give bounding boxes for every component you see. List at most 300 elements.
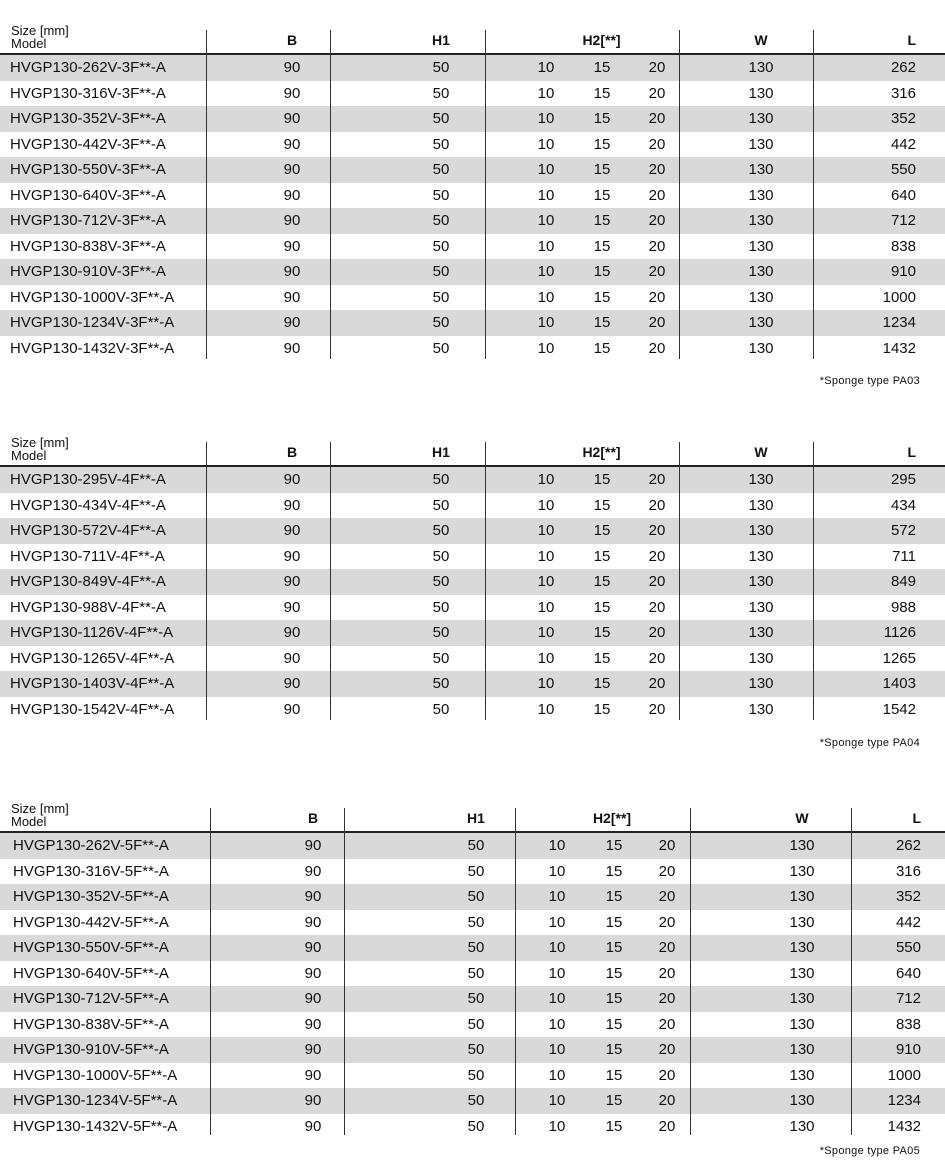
l-cell: 295 (890, 471, 916, 488)
b-cell: 90 (283, 339, 301, 357)
model-cell: HVGP130-712V-5F**-A (13, 990, 169, 1007)
model-cell: HVGP130-442V-5F**-A (13, 913, 169, 931)
l-cell: 712 (895, 990, 921, 1007)
l-cell: 838 (895, 1015, 921, 1033)
h2-a-cell: 10 (548, 837, 566, 854)
h2-b-cell: 15 (593, 624, 611, 641)
column-header-b: B (286, 32, 298, 48)
w-cell: 130 (748, 522, 774, 539)
column-header-b: B (307, 810, 319, 826)
column-header-w: W (754, 32, 768, 48)
h2-a-cell: 10 (537, 110, 555, 127)
spec-table (0, 800, 945, 1157)
h2-c-cell: 20 (658, 1092, 676, 1109)
h1-cell: 50 (467, 1015, 485, 1033)
h2-c-cell: 20 (658, 837, 676, 854)
l-cell: 640 (890, 186, 916, 204)
model-cell: HVGP130-988V-4F**-A (10, 598, 166, 616)
h2-b-cell: 15 (605, 1117, 623, 1135)
h1-cell: 50 (467, 990, 485, 1007)
h2-b-cell: 15 (593, 339, 611, 357)
model-cell: HVGP130-910V-5F**-A (13, 1041, 169, 1058)
h2-b-cell: 15 (593, 573, 611, 590)
w-cell: 130 (748, 598, 774, 616)
table-row (0, 910, 945, 936)
b-cell: 90 (304, 1092, 322, 1109)
table-row (0, 310, 945, 336)
b-cell: 90 (283, 84, 301, 102)
w-cell: 130 (789, 888, 815, 905)
model-cell: HVGP130-262V-3F**-A (10, 59, 166, 76)
model-cell: HVGP130-352V-3F**-A (10, 110, 166, 127)
table-row (0, 1114, 945, 1140)
l-cell: 988 (890, 598, 916, 616)
column-header-l: L (907, 32, 916, 48)
table-row (0, 646, 945, 672)
h2-a-cell: 10 (548, 1092, 566, 1109)
w-cell: 130 (789, 990, 815, 1007)
table-header (0, 22, 945, 53)
column-separator (851, 808, 852, 1135)
h2-a-cell: 10 (537, 339, 555, 357)
table-row (0, 833, 945, 859)
b-cell: 90 (283, 649, 301, 667)
model-cell: HVGP130-352V-5F**-A (13, 888, 169, 905)
l-cell: 640 (895, 964, 921, 982)
w-cell: 130 (789, 1117, 815, 1135)
h2-c-cell: 20 (658, 913, 676, 931)
column-separator (210, 808, 211, 1135)
model-cell: HVGP130-640V-3F**-A (10, 186, 166, 204)
h1-cell: 50 (467, 1041, 485, 1058)
model-cell: HVGP130-1432V-5F**-A (13, 1117, 178, 1135)
h2-a-cell: 10 (537, 263, 555, 280)
table-row (0, 859, 945, 885)
w-cell: 130 (748, 700, 774, 718)
h1-cell: 50 (432, 522, 450, 539)
h1-cell: 50 (467, 913, 485, 931)
h2-a-cell: 10 (537, 471, 555, 488)
table-row (0, 935, 945, 961)
column-header-h2: H2[**] (582, 444, 621, 460)
h2-c-cell: 20 (658, 964, 676, 982)
h1-cell: 50 (467, 837, 485, 854)
model-cell: HVGP130-1403V-4F**-A (10, 675, 175, 692)
h2-a-cell: 10 (537, 522, 555, 539)
l-cell: 316 (890, 84, 916, 102)
table-row (0, 620, 945, 646)
b-cell: 90 (283, 598, 301, 616)
model-cell: HVGP130-640V-5F**-A (13, 964, 169, 982)
h2-a-cell: 10 (537, 186, 555, 204)
h2-b-cell: 15 (593, 59, 611, 76)
h1-cell: 50 (467, 1117, 485, 1135)
l-cell: 550 (895, 939, 921, 956)
h2-b-cell: 15 (593, 237, 611, 255)
h2-b-cell: 15 (593, 675, 611, 692)
h2-b-cell: 15 (605, 1066, 623, 1084)
h1-cell: 50 (432, 59, 450, 76)
h2-a-cell: 10 (548, 939, 566, 956)
h2-c-cell: 20 (648, 135, 666, 153)
column-header-l: L (912, 810, 921, 826)
column-separator (485, 442, 486, 720)
column-separator (330, 442, 331, 720)
h2-c-cell: 20 (648, 186, 666, 204)
model-cell: HVGP130-838V-3F**-A (10, 237, 166, 255)
h2-c-cell: 20 (648, 649, 666, 667)
w-cell: 130 (748, 59, 774, 76)
h1-cell: 50 (432, 288, 450, 306)
w-cell: 130 (748, 186, 774, 204)
sponge-type-note: *Sponge type PA04 (819, 737, 920, 749)
w-cell: 130 (789, 837, 815, 854)
h1-cell: 50 (432, 675, 450, 692)
l-cell: 1126 (883, 624, 916, 641)
w-cell: 130 (748, 161, 774, 178)
h1-cell: 50 (432, 237, 450, 255)
table-row (0, 1037, 945, 1063)
h2-a-cell: 10 (537, 675, 555, 692)
column-separator (679, 30, 680, 359)
b-cell: 90 (304, 862, 322, 880)
l-cell: 262 (890, 59, 916, 76)
h2-c-cell: 20 (648, 84, 666, 102)
h2-a-cell: 10 (537, 212, 555, 229)
h2-b-cell: 15 (593, 110, 611, 127)
b-cell: 90 (283, 59, 301, 76)
b-cell: 90 (283, 237, 301, 255)
table-row (0, 285, 945, 311)
w-cell: 130 (748, 649, 774, 667)
table-row (0, 259, 945, 285)
h2-b-cell: 15 (593, 649, 611, 667)
model-cell: HVGP130-849V-4F**-A (10, 573, 166, 590)
model-cell: HVGP130-295V-4F**-A (10, 471, 166, 488)
table-row (0, 986, 945, 1012)
l-cell: 910 (890, 263, 916, 280)
w-cell: 130 (789, 939, 815, 956)
w-cell: 130 (748, 263, 774, 280)
size-unit-label: Size [mm] (11, 23, 69, 38)
w-cell: 130 (748, 471, 774, 488)
column-header-h2: H2[**] (592, 810, 632, 826)
column-separator (206, 30, 207, 359)
model-cell: HVGP130-316V-5F**-A (13, 862, 169, 880)
table-row (0, 697, 945, 723)
model-cell: HVGP130-1432V-3F**-A (10, 339, 175, 357)
column-separator (485, 30, 486, 359)
table-row (0, 106, 945, 132)
column-separator (813, 442, 814, 720)
b-cell: 90 (283, 288, 301, 306)
b-cell: 90 (283, 161, 301, 178)
w-cell: 130 (748, 135, 774, 153)
l-cell: 1000 (887, 1066, 921, 1084)
w-cell: 130 (748, 496, 774, 514)
h1-cell: 50 (432, 84, 450, 102)
b-cell: 90 (304, 1015, 322, 1033)
column-separator (206, 442, 207, 720)
column-separator (813, 30, 814, 359)
w-cell: 130 (789, 1066, 815, 1084)
model-cell: HVGP130-1000V-3F**-A (10, 288, 175, 306)
l-cell: 849 (890, 573, 916, 590)
b-cell: 90 (283, 110, 301, 127)
w-cell: 130 (748, 84, 774, 102)
b-cell: 90 (283, 700, 301, 718)
h2-b-cell: 15 (593, 84, 611, 102)
model-cell: HVGP130-711V-4F**-A (10, 547, 165, 565)
model-cell: HVGP130-550V-3F**-A (10, 161, 166, 178)
h2-a-cell: 10 (537, 598, 555, 616)
h2-c-cell: 20 (648, 237, 666, 255)
table-row (0, 671, 945, 697)
h2-a-cell: 10 (537, 700, 555, 718)
b-cell: 90 (304, 1066, 322, 1084)
l-cell: 352 (895, 888, 921, 905)
h2-c-cell: 20 (648, 339, 666, 357)
w-cell: 130 (748, 547, 774, 565)
model-cell: HVGP130-712V-3F**-A (10, 212, 166, 229)
l-cell: 572 (890, 522, 916, 539)
table-row (0, 518, 945, 544)
sponge-type-note: *Sponge type PA05 (819, 1145, 920, 1157)
column-separator (330, 30, 331, 359)
h2-b-cell: 15 (605, 939, 623, 956)
b-cell: 90 (283, 135, 301, 153)
h2-c-cell: 20 (648, 288, 666, 306)
h2-c-cell: 20 (648, 471, 666, 488)
h2-c-cell: 20 (648, 496, 666, 514)
table-row (0, 569, 945, 595)
w-cell: 130 (789, 862, 815, 880)
table-row (0, 208, 945, 234)
h1-cell: 50 (467, 1092, 485, 1109)
h2-c-cell: 20 (658, 862, 676, 880)
h2-a-cell: 10 (537, 573, 555, 590)
h2-c-cell: 20 (648, 314, 666, 331)
h1-cell: 50 (432, 547, 450, 565)
model-column-header: Model (11, 448, 47, 463)
l-cell: 1234 (887, 1092, 921, 1109)
model-cell: HVGP130-1542V-4F**-A (10, 700, 175, 718)
b-cell: 90 (304, 1117, 322, 1135)
w-cell: 130 (748, 110, 774, 127)
w-cell: 130 (748, 573, 774, 590)
column-separator (515, 808, 516, 1135)
h2-b-cell: 15 (593, 547, 611, 565)
model-cell: HVGP130-838V-5F**-A (13, 1015, 169, 1033)
h2-a-cell: 10 (548, 990, 566, 1007)
model-cell: HVGP130-572V-4F**-A (10, 522, 166, 539)
b-cell: 90 (304, 1041, 322, 1058)
l-cell: 550 (890, 161, 916, 178)
h2-b-cell: 15 (593, 161, 611, 178)
b-cell: 90 (283, 212, 301, 229)
table-row (0, 1063, 945, 1089)
h2-c-cell: 20 (648, 624, 666, 641)
h2-b-cell: 15 (605, 837, 623, 854)
table-row (0, 234, 945, 260)
model-cell: HVGP130-1000V-5F**-A (13, 1066, 178, 1084)
b-cell: 90 (283, 314, 301, 331)
b-cell: 90 (283, 186, 301, 204)
column-separator (690, 808, 691, 1135)
h1-cell: 50 (432, 314, 450, 331)
table-row (0, 157, 945, 183)
h2-b-cell: 15 (593, 522, 611, 539)
h2-a-cell: 10 (537, 84, 555, 102)
h2-a-cell: 10 (537, 59, 555, 76)
model-cell: HVGP130-316V-3F**-A (10, 84, 166, 102)
h1-cell: 50 (432, 263, 450, 280)
model-cell: HVGP130-434V-4F**-A (10, 496, 166, 514)
b-cell: 90 (283, 675, 301, 692)
h2-a-cell: 10 (548, 1117, 566, 1135)
b-cell: 90 (304, 837, 322, 854)
column-header-h1: H1 (432, 32, 450, 48)
l-cell: 712 (890, 212, 916, 229)
table-row (0, 336, 945, 362)
table-row (0, 467, 945, 493)
model-cell: HVGP130-1234V-5F**-A (13, 1092, 178, 1109)
b-cell: 90 (304, 990, 322, 1007)
l-cell: 262 (895, 837, 921, 854)
h1-cell: 50 (432, 212, 450, 229)
model-column-header: Model (11, 36, 47, 51)
h2-b-cell: 15 (605, 1015, 623, 1033)
l-cell: 1432 (882, 339, 916, 357)
h2-c-cell: 20 (658, 1066, 676, 1084)
column-header-w: W (795, 810, 809, 826)
w-cell: 130 (789, 1041, 815, 1058)
h2-a-cell: 10 (548, 888, 566, 905)
b-cell: 90 (304, 939, 322, 956)
w-cell: 130 (789, 964, 815, 982)
h2-b-cell: 15 (593, 288, 611, 306)
h2-b-cell: 15 (593, 212, 611, 229)
table-row (0, 55, 945, 81)
h2-b-cell: 15 (605, 1041, 623, 1058)
h2-a-cell: 10 (548, 964, 566, 982)
size-unit-label: Size [mm] (11, 435, 69, 450)
column-separator (344, 808, 345, 1135)
l-cell: 711 (892, 547, 916, 565)
b-cell: 90 (283, 263, 301, 280)
b-cell: 90 (283, 496, 301, 514)
h2-b-cell: 15 (605, 1092, 623, 1109)
h1-cell: 50 (432, 135, 450, 153)
model-cell: HVGP130-442V-3F**-A (10, 135, 166, 153)
h2-a-cell: 10 (537, 288, 555, 306)
h2-c-cell: 20 (648, 212, 666, 229)
h1-cell: 50 (432, 624, 450, 641)
spec-table (0, 434, 945, 749)
h2-b-cell: 15 (593, 496, 611, 514)
h2-c-cell: 20 (658, 888, 676, 905)
h2-c-cell: 20 (658, 1117, 676, 1135)
h2-c-cell: 20 (648, 110, 666, 127)
h2-a-cell: 10 (537, 649, 555, 667)
table-header (0, 434, 945, 465)
column-header-w: W (754, 444, 768, 460)
h2-c-cell: 20 (658, 1041, 676, 1058)
h1-cell: 50 (467, 862, 485, 880)
h1-cell: 50 (432, 598, 450, 616)
l-cell: 1000 (882, 288, 916, 306)
table-row (0, 544, 945, 570)
h2-a-cell: 10 (548, 913, 566, 931)
w-cell: 130 (748, 624, 774, 641)
l-cell: 434 (890, 496, 916, 514)
h2-c-cell: 20 (658, 1015, 676, 1033)
h2-b-cell: 15 (593, 314, 611, 331)
h2-b-cell: 15 (593, 700, 611, 718)
h2-a-cell: 10 (537, 624, 555, 641)
w-cell: 130 (748, 237, 774, 255)
model-cell: HVGP130-1126V-4F**-A (10, 624, 174, 641)
model-cell: HVGP130-1234V-3F**-A (10, 314, 175, 331)
b-cell: 90 (304, 913, 322, 931)
table-row (0, 183, 945, 209)
h2-b-cell: 15 (593, 263, 611, 280)
h1-cell: 50 (432, 649, 450, 667)
w-cell: 130 (748, 314, 774, 331)
h2-b-cell: 15 (605, 964, 623, 982)
l-cell: 1403 (882, 675, 916, 692)
model-cell: HVGP130-550V-5F**-A (13, 939, 169, 956)
h2-c-cell: 20 (648, 675, 666, 692)
h1-cell: 50 (432, 186, 450, 204)
table-row (0, 595, 945, 621)
l-cell: 442 (890, 135, 916, 153)
column-separator (679, 442, 680, 720)
h2-b-cell: 15 (605, 913, 623, 931)
h2-c-cell: 20 (648, 59, 666, 76)
h1-cell: 50 (467, 939, 485, 956)
table-row (0, 132, 945, 158)
column-header-b: B (286, 444, 298, 460)
h2-b-cell: 15 (593, 598, 611, 616)
h1-cell: 50 (432, 471, 450, 488)
b-cell: 90 (283, 471, 301, 488)
column-header-h1: H1 (467, 810, 485, 826)
table-row (0, 493, 945, 519)
h2-c-cell: 20 (648, 547, 666, 565)
h2-b-cell: 15 (593, 186, 611, 204)
h2-a-cell: 10 (548, 862, 566, 880)
h2-b-cell: 15 (593, 135, 611, 153)
h2-b-cell: 15 (605, 862, 623, 880)
sponge-type-note: *Sponge type PA03 (819, 375, 920, 387)
l-cell: 838 (890, 237, 916, 255)
w-cell: 130 (748, 288, 774, 306)
h2-c-cell: 20 (648, 522, 666, 539)
h1-cell: 50 (467, 964, 485, 982)
l-cell: 316 (895, 862, 921, 880)
l-cell: 352 (890, 110, 916, 127)
spec-table (0, 22, 945, 387)
column-header-h2: H2[**] (582, 32, 621, 48)
h2-c-cell: 20 (658, 990, 676, 1007)
h1-cell: 50 (432, 339, 450, 357)
h2-a-cell: 10 (537, 496, 555, 514)
h1-cell: 50 (432, 496, 450, 514)
h2-a-cell: 10 (548, 1041, 566, 1058)
h2-b-cell: 15 (605, 990, 623, 1007)
model-column-header: Model (11, 814, 47, 829)
